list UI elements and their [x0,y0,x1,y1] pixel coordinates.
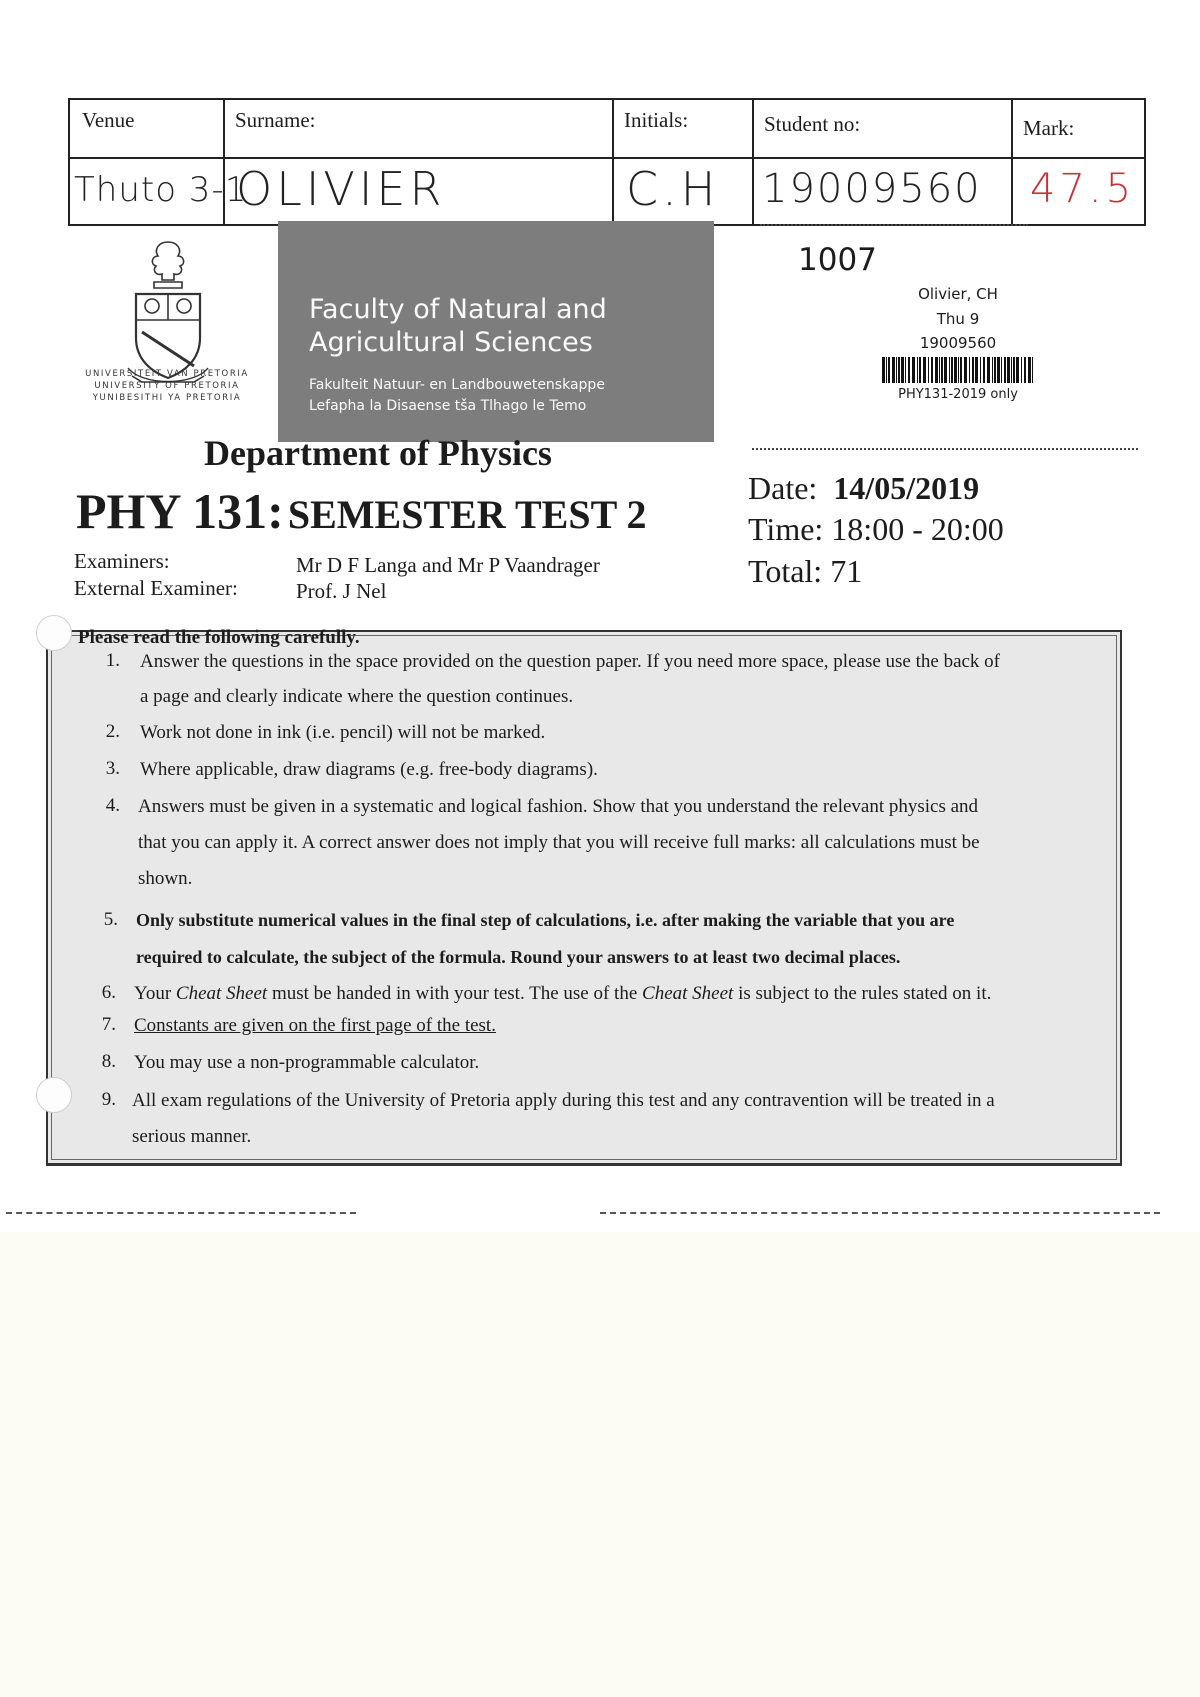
mark-label: Mark: [1023,116,1075,140]
instruction-6-pre: Your [134,983,176,1004]
sticker-student-name: Olivier, CH [918,285,998,303]
cheat-sheet-term: Cheat Sheet [642,983,734,1004]
item-number: 3. [105,758,120,779]
instruction-1-line-1: Answer the questions in the space provided on the question paper. If you need more space, please use the back of [140,651,1001,672]
barcode-bar [888,357,890,383]
barcode-bar [964,357,967,383]
item-number: 8. [101,1051,116,1072]
item-number: 2. [105,721,120,742]
venue-value: Thuto 3-1 [74,170,248,210]
instruction-4-line-1: Answers must be given in a systematic and logical fashion. Show that you understand the relevant physics and [138,796,979,817]
sticker-student-number: 19009560 [919,334,997,352]
barcode-bar [908,357,910,383]
barcode-bar [923,357,926,383]
barcode-bar [941,357,943,383]
item-number: 5. [103,909,118,930]
barcode-bar [898,357,900,383]
barcode-bar [944,357,947,383]
barcode-bar [983,357,985,383]
barcode-bar [886,357,887,383]
instruction-6 [134,976,991,1011]
sticker-course-note: PHY131-2019 only [898,387,1018,402]
barcode-bar [901,357,904,383]
total-label: Total: [748,553,823,589]
barcode-bar [980,357,981,383]
faculty-banner [278,221,714,442]
external-examiner-value: Prof. J Nel [296,579,387,603]
faculty-name-afrikaans: Fakulteit Natuur- en Landbouwetenskappe [309,377,605,393]
test-time [748,511,1004,548]
barcode-bar [931,357,933,383]
barcode-bar [992,357,993,383]
examiners-label: Examiners: [74,549,170,573]
instruction-2: Work not done in ink (i.e. pencil) will not be marked. [140,722,546,743]
faculty-name [309,293,607,359]
barcode-bar [912,357,915,383]
university-name-afrikaans: UNIVERSITEIT VAN PRETORIA [85,369,249,379]
instruction-7: Constants are given on the first page of the test. [134,1015,496,1036]
instruction-4-line-2: that you can apply it. A correct answer does not imply that you will receive full marks: all calculations must be [138,832,980,853]
tear-line-right [600,1212,1160,1214]
punch-hole [36,1077,72,1113]
barcode-bar [987,357,990,383]
barcode-bar [1007,357,1010,383]
faculty-name-translations [309,375,605,417]
sticker-session: Thu 9 [936,310,980,328]
item-number: 9. [101,1089,116,1110]
sticker-top-border [760,224,1028,226]
table-divider [752,100,754,224]
surname-label: Surname: [235,108,316,132]
mark-value: 47.5 [1030,166,1136,212]
barcode-bar [917,357,918,383]
item-number: 7. [101,1014,116,1035]
instruction-3: Where applicable, draw diagrams (e.g. free-body diagrams). [140,759,598,780]
test-total [748,553,862,590]
test-name: SEMESTER TEST 2 [287,492,647,537]
barcode-bar [939,357,940,383]
barcode-bar [919,357,921,383]
instruction-9-line-2: serious manner. [132,1126,252,1147]
instruction-4-line-3: shown. [138,868,193,889]
barcode-bar [1024,357,1026,383]
barcode-bar [928,357,929,383]
examiners-value: Mr D F Langa and Mr P Vaandrager [296,553,600,577]
department-title: Department of Physics [204,433,552,473]
student-no-label: Student no: [764,112,861,136]
table-divider [612,100,614,224]
barcode-bar [892,357,895,383]
barcode-bar [896,357,897,383]
barcode-bar [1011,357,1012,383]
sticker-bottom-border [752,448,1138,450]
barcode-bar [935,357,938,383]
barcode-bar [1004,357,1006,383]
barcode-bar [905,357,906,383]
instruction-5-line-1: Only substitute numerical values in the final step of calculations, i.e. after making the variable that you are [136,910,955,930]
test-title [76,482,647,540]
barcode-bar [949,357,950,383]
time-label: Time: [748,511,824,547]
barcode-bar [975,357,978,383]
barcode-bar [958,357,959,383]
lower-paper-sheet [0,1232,1200,1697]
initials-value: C.H [626,162,720,216]
table-divider [70,157,1144,159]
total-value: 71 [830,553,863,589]
university-name-english: UNIVERSITY OF PRETORIA [94,381,240,391]
registration-number: 1007 [798,242,877,278]
item-number: 4. [105,795,120,816]
test-date [748,470,979,507]
barcode-bar [1001,357,1002,383]
date-label: Date: [748,470,818,506]
instructions-heading: Please read the following carefully. [78,627,360,648]
tear-line-left [6,1212,356,1214]
item-number: 6. [101,982,116,1003]
faculty-name-line-2: Agricultural Sciences [309,327,593,358]
instruction-6-mid: must be handed in with your test. The use of the [267,983,643,1004]
barcode-bar [1021,357,1022,383]
surname-value: OLIVIER [236,162,446,216]
instruction-5-line-2: required to calculate, the subject of the formula. Round your answers to at least two decimal places. [136,947,901,967]
item-number: 1. [105,650,120,671]
barcode-bar [882,357,885,383]
time-value: 18:00 - 20:00 [831,511,1004,547]
barcode-bar [1028,357,1031,383]
instruction-9-line-1: All exam regulations of the University of Pretoria apply during this test and any contravention will be treated in a [132,1090,995,1111]
instruction-6-post: is subject to the rules stated on it. [733,983,992,1004]
student-details-table [68,98,1146,226]
barcode-bar [1032,357,1033,383]
university-name-sepedi: YUNIBESITHI YA PRETORIA [92,393,242,403]
barcode-bar [1013,357,1015,383]
instruction-8: You may use a non-programmable calculator. [134,1052,480,1073]
barcode-bar [1016,357,1019,383]
faculty-name-line-1: Faculty of Natural and [309,294,607,325]
date-value: 14/05/2019 [833,470,980,506]
punch-hole [36,615,72,651]
barcode-bar [997,357,1000,383]
barcode-bar [969,357,970,383]
faculty-name-sepedi: Lefapha la Disaense tša Tlhago le Temo [309,398,587,414]
course-code: PHY 131: [76,483,284,539]
initials-label: Initials: [624,108,689,132]
external-examiner-label: External Examiner: [74,576,238,600]
venue-label: Venue [82,108,135,132]
instruction-1-line-2: a page and clearly indicate where the question continues. [140,686,574,707]
cheat-sheet-term: Cheat Sheet [175,983,268,1004]
student-barcode [882,357,1036,383]
barcode-bar [960,357,962,383]
student-no-value: 19009560 [762,166,982,212]
barcode-bar [954,357,957,383]
barcode-bar [994,357,996,383]
table-divider [1011,100,1013,224]
barcode-bar [951,357,953,383]
barcode-bar [972,357,974,383]
